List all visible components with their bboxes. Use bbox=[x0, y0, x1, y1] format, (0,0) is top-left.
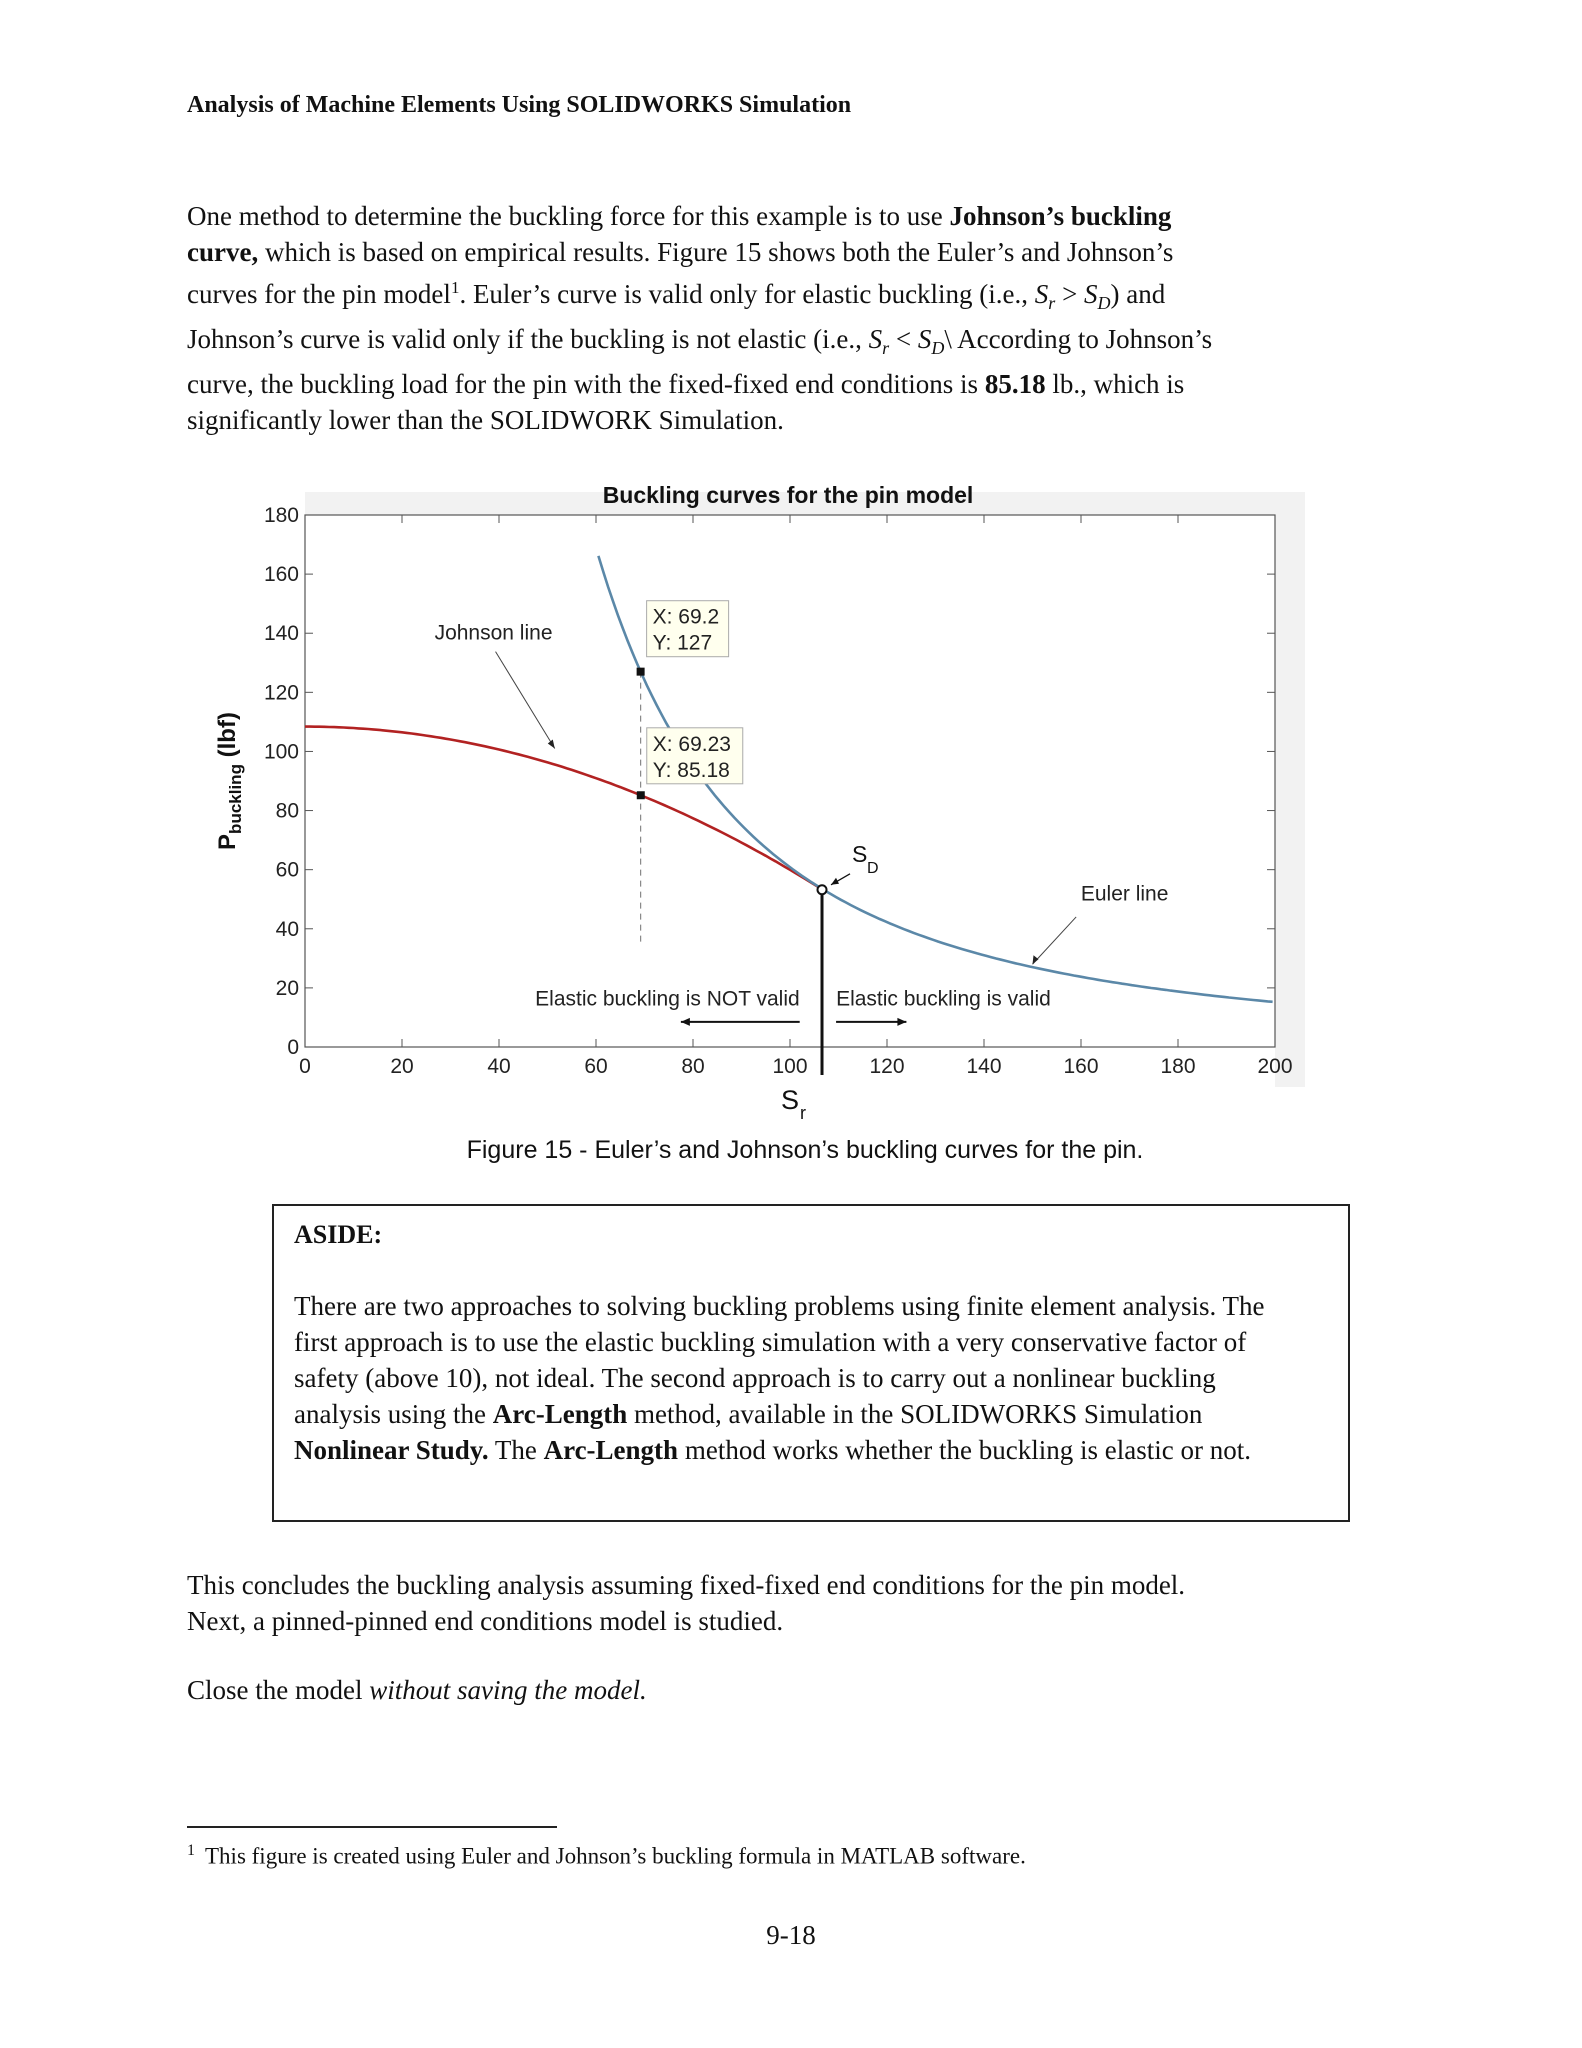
footnote: $^1$ This figure is created using Euler and Johnson’s buckling formula in MATLAB software. bbox=[187, 1842, 1026, 1869]
datatip-marker bbox=[637, 668, 645, 676]
y-tick-label: 120 bbox=[263, 681, 299, 705]
datatip-x-label: X: 69.2 bbox=[652, 605, 720, 629]
datatip-x-label: X: 69.23 bbox=[652, 732, 731, 756]
chart-title: Buckling curves for the pin model bbox=[602, 482, 974, 508]
x-axis-label-sub: r bbox=[800, 1103, 806, 1123]
x-tick-label: 80 bbox=[681, 1055, 705, 1078]
aside-box bbox=[272, 1204, 1350, 1522]
y-tick-label: 100 bbox=[263, 740, 299, 764]
y-tick-label: 140 bbox=[263, 622, 299, 646]
x-tick-label: 140 bbox=[966, 1055, 1002, 1078]
datatip-y-label: Y: 85.18 bbox=[652, 758, 730, 782]
x-tick-label: 180 bbox=[1160, 1055, 1196, 1078]
y-tick-label: 40 bbox=[275, 917, 299, 941]
x-tick-label: 200 bbox=[1257, 1055, 1293, 1078]
sd-point-marker bbox=[818, 885, 827, 894]
running-header: Analysis of Machine Elements Using SOLIDWORKS Simulation bbox=[187, 92, 852, 118]
not-valid-label: Elastic buckling is NOT valid bbox=[535, 987, 800, 1011]
x-tick-label: 20 bbox=[390, 1055, 414, 1078]
x-tick-label: 60 bbox=[584, 1055, 608, 1078]
buckling-chart-figure bbox=[205, 470, 1305, 1170]
y-tick-label: 180 bbox=[263, 504, 299, 527]
y-tick-label: 60 bbox=[275, 858, 299, 882]
intro-paragraph: One method to determine the buckling force for this example is to use Johnson’s buckling curve, which is based on empirical results. Figure 15 shows both the Euler’s and Johnson’s curves for the pin model$^1$. Euler’s curve is valid only for elastic buckling (i.e., $S_r > S_D$) and Johnson’s curve is valid only if the buckling is not elastic (i.e., $S_r$ < $S_D\backslash$ According to Johnson’s curve, the buckling load for the pin with the fixed-fixed end conditions is 85.18 lb., which is significantly lower than the SOLIDWORK Simulation. bbox=[187, 201, 1213, 435]
sd-label-sub: D bbox=[867, 859, 879, 877]
x-axis-label: S bbox=[780, 1085, 800, 1115]
conclusion-paragraph: This concludes the buckling analysis assuming fixed-fixed end conditions for the pin model. Next, a pinned-pinned end conditions model is studied. bbox=[187, 1570, 1186, 1636]
footnote-divider bbox=[187, 1826, 557, 1828]
x-tick-label: 40 bbox=[487, 1055, 511, 1078]
y-tick-label: 0 bbox=[287, 1036, 299, 1059]
y-tick-label: 80 bbox=[275, 799, 299, 823]
footnote-ref: 1 bbox=[450, 278, 460, 297]
buckling-chart bbox=[205, 470, 1305, 1170]
valid-label: Elastic buckling is valid bbox=[836, 987, 1051, 1011]
datatip-marker bbox=[637, 791, 645, 799]
x-tick-label: 0 bbox=[299, 1055, 311, 1078]
y-axis-label: $P_{buckling}$ (lbf) bbox=[214, 712, 245, 850]
y-tick-label: 20 bbox=[275, 976, 299, 1000]
johnson-line-label: Johnson line bbox=[434, 621, 553, 645]
x-tick-label: 120 bbox=[869, 1055, 905, 1078]
euler-line-label: Euler line bbox=[1080, 882, 1169, 906]
y-tick-label: 160 bbox=[263, 563, 299, 587]
x-tick-label: 160 bbox=[1063, 1055, 1099, 1078]
datatip-y-label: Y: 127 bbox=[652, 631, 713, 655]
figure-caption: Figure 15 - Euler’s and Johnson’s buckling curves for the pin. bbox=[466, 1136, 1144, 1164]
x-tick-label: 100 bbox=[772, 1055, 808, 1078]
sd-label: S bbox=[852, 840, 868, 867]
page-number: 9-18 bbox=[766, 1920, 816, 1950]
close-instruction: Close the model without saving the model. bbox=[187, 1675, 647, 1705]
aside-title: ASIDE: bbox=[294, 1220, 383, 1249]
aside-text: There are two approaches to solving buckling problems using finite element analysis. The first approach is to use the elastic buckling simulation with a very conservative factor of safety (above 10), not ideal. The second approach is to carry out a nonlinear buckling analysis using the Arc-Length method, available in the SOLIDWORKS Simulation Nonlinear Study. The Arc-Length method works whether the buckling is elastic or not. bbox=[294, 1291, 1265, 1465]
